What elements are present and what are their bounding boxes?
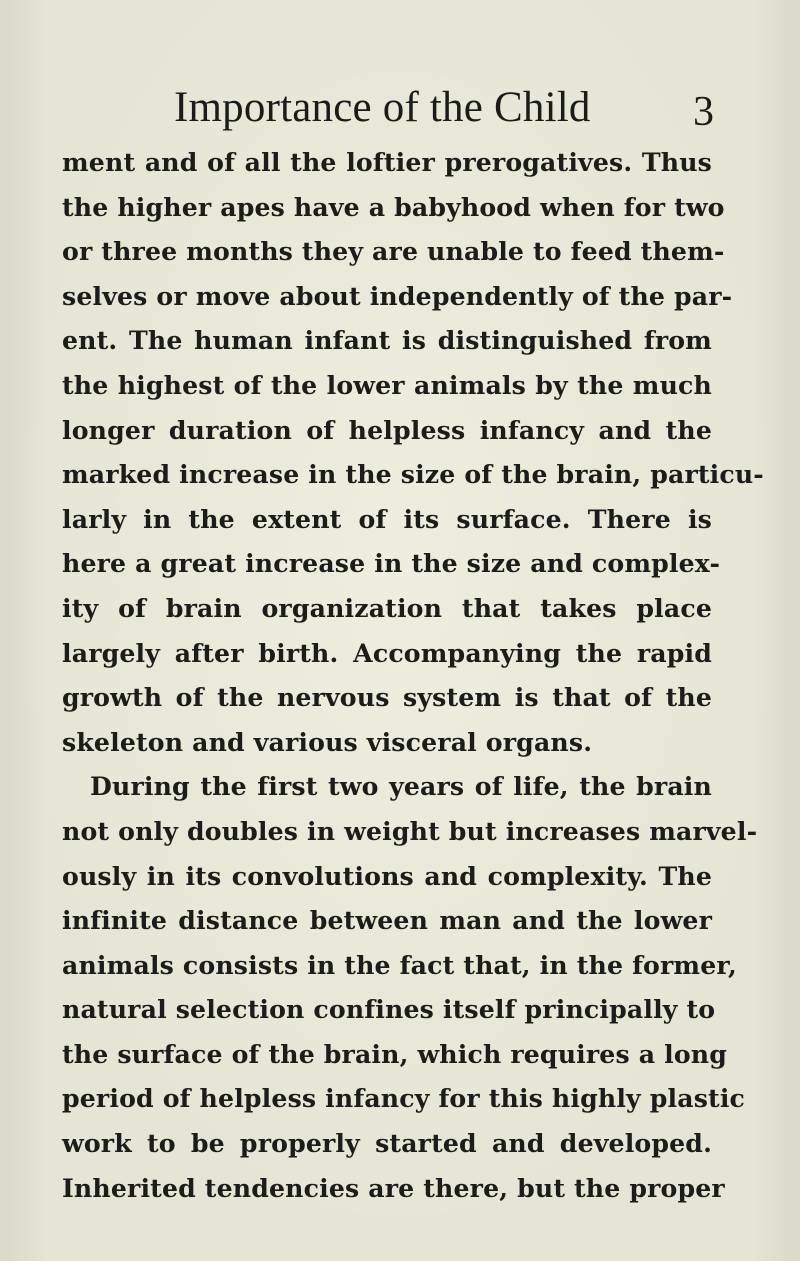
text-line: ent. The human infant is distinguished from <box>62 325 712 356</box>
text-line: longer duration of helpless infancy and the <box>62 414 712 445</box>
text-line: the highest of the lower animals by the much <box>62 369 712 400</box>
paragraph-start-line: During the first two years of life, the brain <box>90 771 712 802</box>
text-line: the higher apes have a babyhood when for two <box>62 191 725 222</box>
running-title: Importance of the Child <box>174 84 591 131</box>
text-line: natural selection confines itself principally to <box>62 994 716 1025</box>
text-line: ously in its convolutions and complexity. The <box>62 860 712 891</box>
text-line: growth of the nervous system is that of the <box>62 682 712 713</box>
text-line: not only doubles in weight but increases marvel- <box>62 815 758 846</box>
text-line: larly in the extent of its surface. There is <box>62 503 712 534</box>
text-line: period of helpless infancy for this highly plastic <box>62 1083 746 1114</box>
text-line: infinite distance between man and the lower <box>62 905 712 936</box>
text-line: work to be properly started and developed. <box>62 1128 712 1159</box>
text-line: marked increase in the size of the brain, particu- <box>62 459 764 490</box>
body-text <box>62 140 764 1210</box>
text-line: Inherited tendencies are there, but the proper <box>62 1172 725 1203</box>
text-line: or three months they are unable to feed them- <box>62 236 725 267</box>
text-line: largely after birth. Accompanying the rapid <box>62 637 712 668</box>
text-line: skeleton and various visceral organs. <box>62 726 593 757</box>
text-line: animals consists in the fact that, in the former, <box>62 949 737 980</box>
text-line: here a great increase in the size and complex- <box>62 548 721 579</box>
page-number: 3 <box>693 89 714 135</box>
text-line: selves or move about independently of the par- <box>62 280 733 311</box>
text-line: ment and of all the loftier prerogatives. Thus <box>62 147 712 177</box>
running-head <box>174 84 714 135</box>
text-line: ity of brain organization that takes place <box>62 592 712 623</box>
text-line: the surface of the brain, which requires a long <box>62 1038 727 1069</box>
